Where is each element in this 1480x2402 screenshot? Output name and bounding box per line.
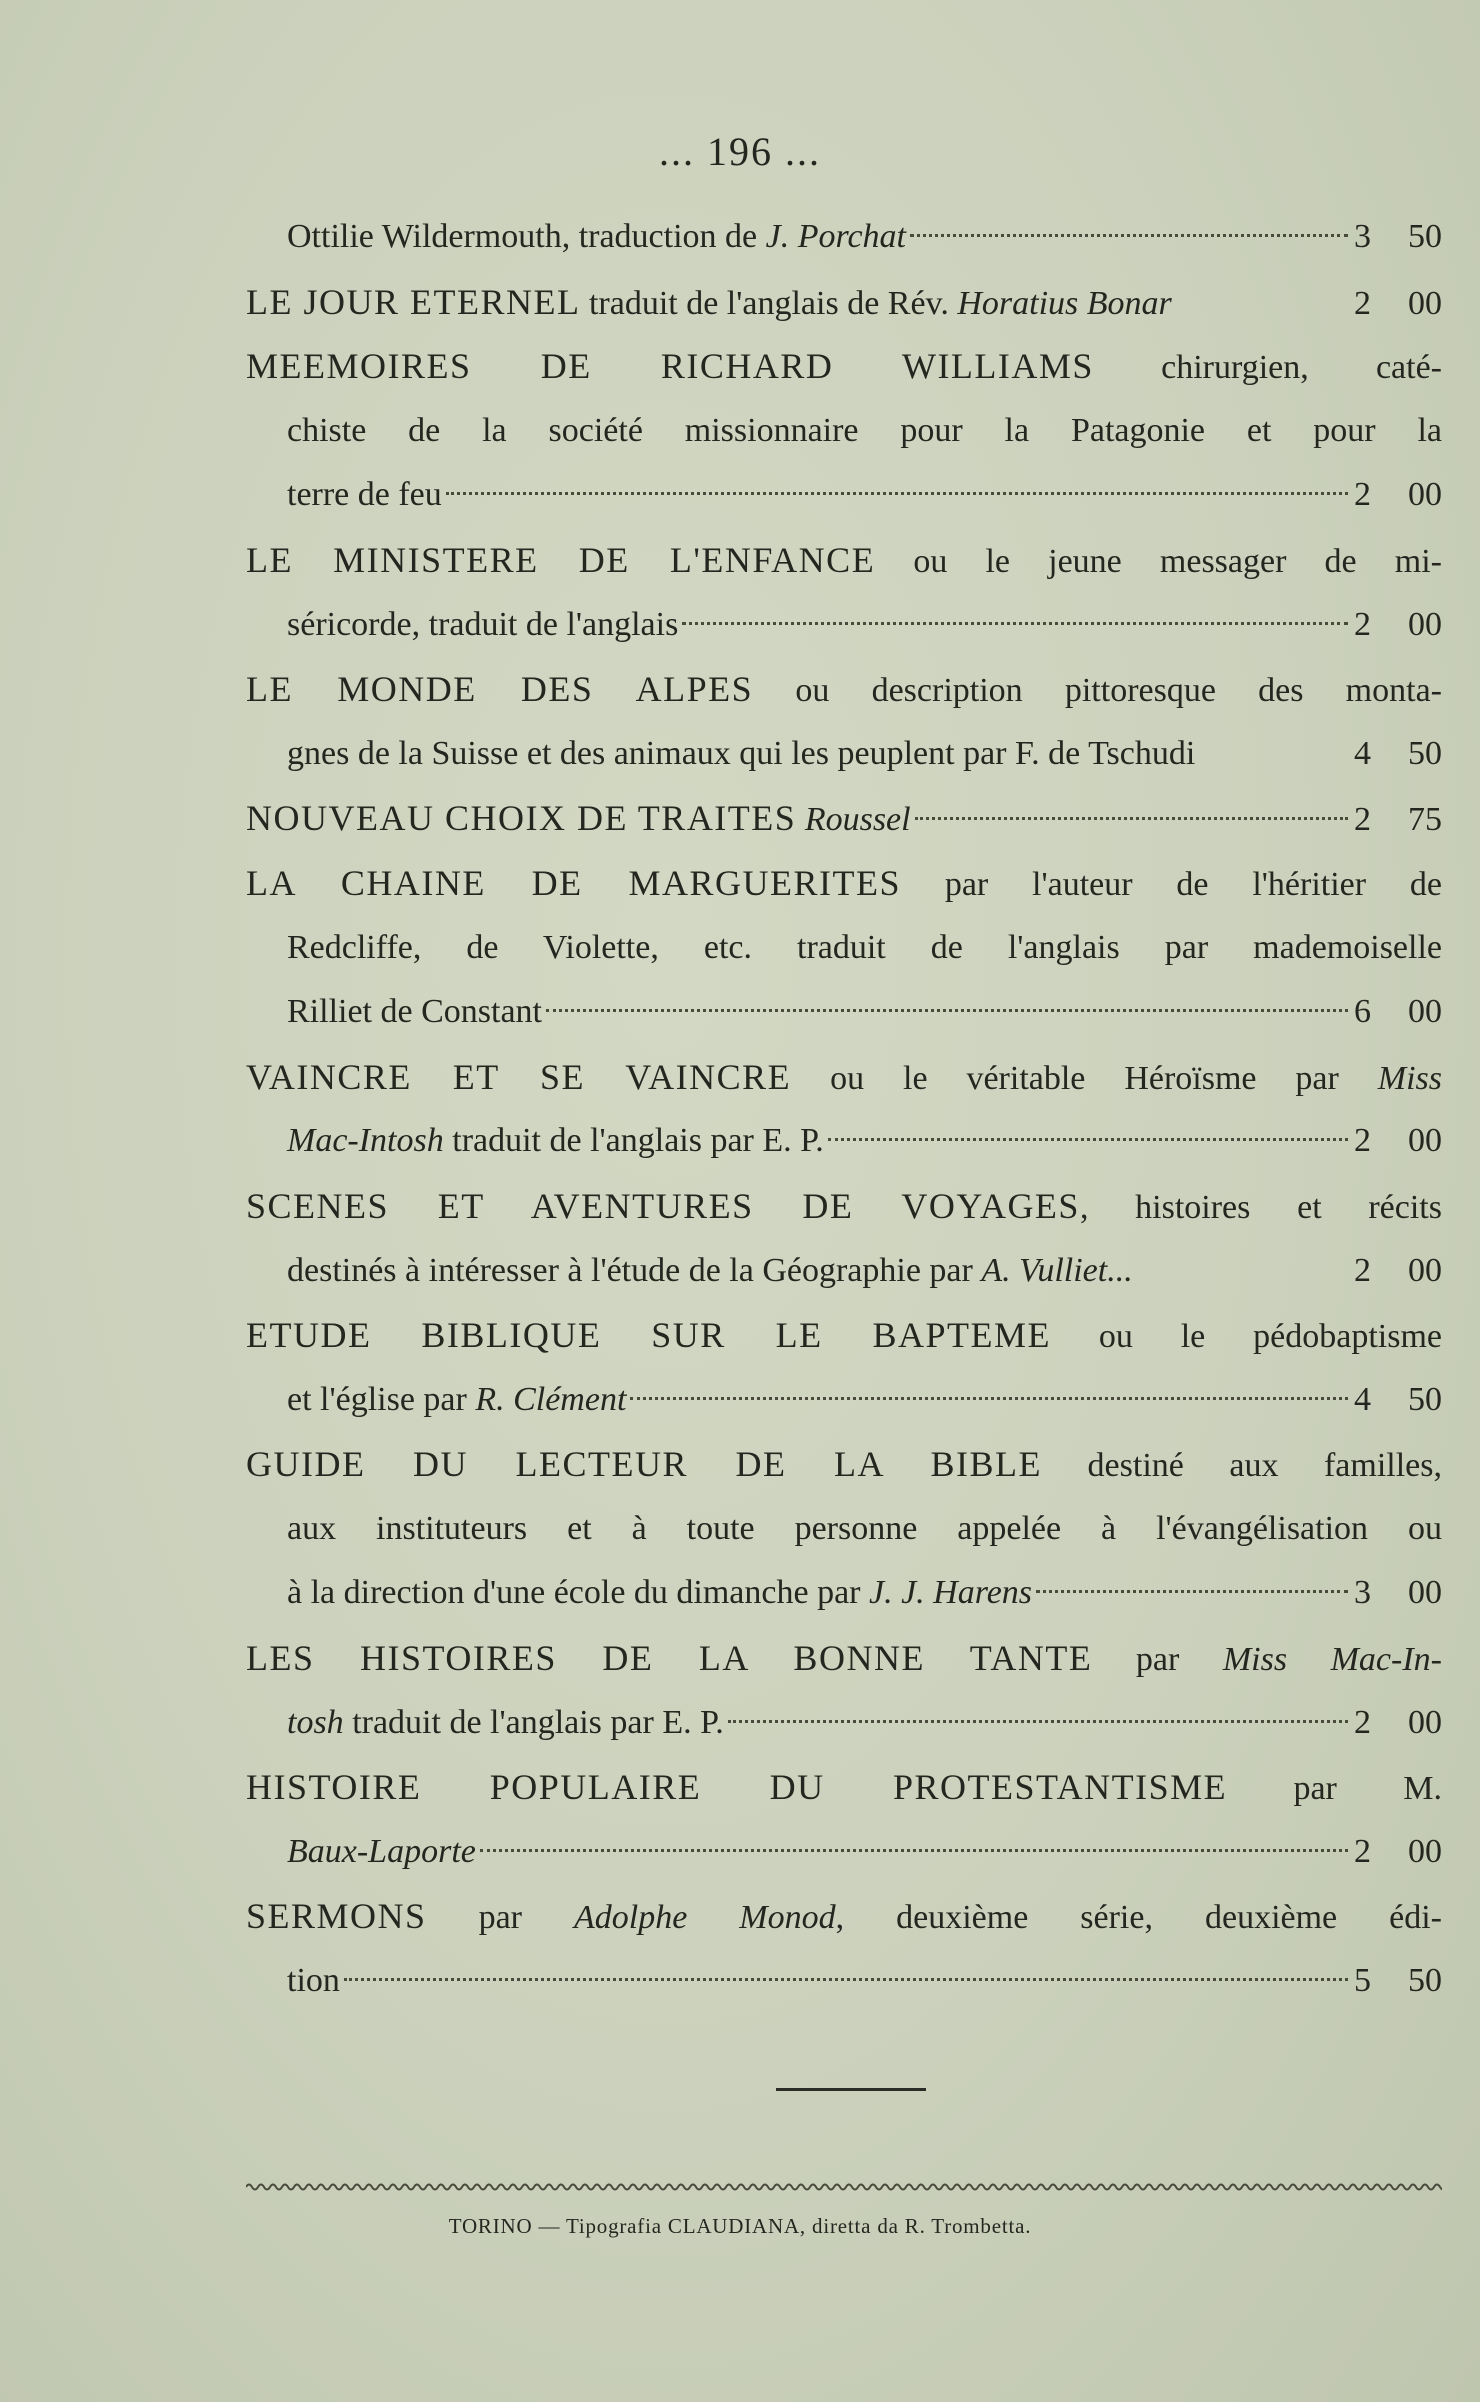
- page-number: ... 196 ...: [659, 129, 821, 174]
- entry-title: SCENES ET AVENTURES DE VOYAGES: [246, 1185, 1080, 1226]
- price-lire: 3: [1354, 218, 1371, 255]
- entry-description: traduit de l'anglais de Rév.: [580, 284, 958, 322]
- entry-line: [246, 786, 1442, 851]
- entry-author: R. Clément: [475, 1380, 627, 1418]
- dot-leader: [915, 790, 1348, 830]
- entry-line: [246, 1884, 1442, 1949]
- entry-title: VAINCRE ET SE VAINCRE: [246, 1056, 792, 1097]
- entry-description: ou le pédobaptisme: [1050, 1318, 1442, 1356]
- catalog-entry: [246, 657, 1442, 786]
- entry-description: , histoires et récits: [1079, 1188, 1442, 1226]
- entry-text: [287, 916, 1442, 981]
- dot-leader: [1036, 1563, 1348, 1603]
- price-centesimi: 00: [1408, 284, 1442, 322]
- entry-text: [246, 1884, 1442, 1951]
- entry-description: terre de feu: [287, 476, 442, 514]
- price-lire: 2: [1354, 1122, 1371, 1160]
- entry-line: [246, 980, 1442, 1045]
- entry-line: [246, 1174, 1442, 1239]
- price-lire: 2: [1354, 1703, 1371, 1741]
- entry-line: [246, 334, 1442, 399]
- entry-text: [246, 528, 1442, 595]
- entry-text: [287, 399, 1442, 464]
- price-lire: 2: [1354, 801, 1371, 839]
- entry-line: [246, 1820, 1442, 1885]
- price-lire: 6: [1354, 993, 1371, 1031]
- entry-description: par: [1092, 1641, 1223, 1679]
- entry-text: [287, 1239, 1133, 1304]
- entry-text: [246, 1174, 1442, 1241]
- entry-description: séricorde, traduit de l'anglais: [287, 605, 679, 643]
- price-centesimi: 00: [1408, 993, 1442, 1031]
- entry-title: MEEMOIRES DE RICHARD WILLIAMS: [246, 346, 1094, 387]
- entry-author: Mac-Intosh: [287, 1122, 444, 1160]
- entry-title: NOUVEAU CHOIX DE TRAITES: [246, 798, 797, 839]
- price: [1354, 1820, 1442, 1885]
- entry-description: ou le véritable Héroïsme par: [791, 1059, 1378, 1097]
- catalog-entry: [246, 1045, 1442, 1174]
- entry-line: [246, 593, 1442, 658]
- entry-description: destinés à intéresser à l'étude de la Géographie par: [287, 1251, 982, 1289]
- book-list: [246, 205, 1442, 2014]
- entry-title: LES HISTOIRES DE LA BONNE TANTE: [246, 1638, 1093, 1679]
- entry-line: [246, 1432, 1442, 1497]
- entry-line: [246, 399, 1442, 464]
- entry-line: [246, 1497, 1442, 1562]
- entry-text: [287, 1691, 724, 1756]
- entry-description: [796, 801, 805, 838]
- entry-title: LA CHAINE DE MARGUERITES: [246, 862, 901, 903]
- price: [1354, 1368, 1442, 1433]
- entry-description: aux instituteurs et à toute personne appelée à l'évangélisation ou: [287, 1509, 1442, 1547]
- entry-title: HISTOIRE POPULAIRE DU PROTESTANTISME: [246, 1767, 1228, 1808]
- price: [1354, 1949, 1442, 2014]
- entry-author: Miss: [1377, 1059, 1442, 1097]
- entry-description: gnes de la Suisse et des animaux qui les peuplent par F. de Tschudi: [287, 734, 1196, 772]
- ornamental-wavy-rule: [246, 2180, 1442, 2194]
- catalog-entry: [246, 1884, 1442, 2013]
- entry-line: [246, 205, 1442, 270]
- entry-description: , deuxième série, deuxième édi-: [835, 1899, 1442, 1937]
- entry-line: [246, 528, 1442, 593]
- entry-line: [246, 1045, 1442, 1110]
- entry-description: Ottilie Wildermouth, traduction de: [287, 218, 766, 255]
- entry-author: Miss Mac-In-: [1222, 1641, 1442, 1679]
- entry-line: [246, 1368, 1442, 1433]
- price-centesimi: 50: [1408, 218, 1442, 255]
- entry-author: tosh: [287, 1703, 344, 1741]
- dot-leader: [546, 982, 1348, 1022]
- entry-title: GUIDE DU LECTEUR DE LA BIBLE: [246, 1444, 1043, 1485]
- entry-author: Horatius Bonar: [957, 284, 1172, 322]
- dot-leader: [480, 1822, 1348, 1862]
- entry-line: [246, 1755, 1442, 1820]
- price: [1354, 1561, 1442, 1626]
- price-centesimi: 50: [1408, 1962, 1442, 2000]
- price: [1354, 1691, 1442, 1756]
- price: [1354, 1109, 1442, 1174]
- price-centesimi: 00: [1408, 1574, 1442, 1612]
- entry-description: par: [426, 1899, 574, 1937]
- price: [1354, 788, 1442, 853]
- entry-text: [246, 851, 1442, 918]
- entry-title: LE JOUR ETERNEL: [246, 281, 581, 322]
- entry-description: et l'église par: [287, 1380, 476, 1418]
- entry-text: [287, 1497, 1442, 1562]
- price-lire: 2: [1354, 605, 1371, 643]
- entry-text: [246, 786, 911, 853]
- entry-description: chiste de la société missionnaire pour la Patagonie et pour la: [287, 411, 1442, 449]
- entry-text: [287, 1561, 1032, 1626]
- price: [1354, 463, 1442, 528]
- dot-leader: [728, 1693, 1348, 1733]
- entry-line: [246, 1691, 1442, 1756]
- entry-line: [246, 270, 1442, 335]
- entry-line: [246, 657, 1442, 722]
- entry-title: ETUDE BIBLIQUE SUR LE BAPTEME: [246, 1315, 1051, 1356]
- catalog-entry: [246, 334, 1442, 528]
- price: [1354, 272, 1442, 337]
- entry-line: [246, 1303, 1442, 1368]
- price: [1354, 722, 1442, 787]
- entry-title: SERMONS: [246, 1896, 427, 1937]
- entry-text: [287, 1949, 340, 2014]
- entry-line: [246, 851, 1442, 916]
- price-centesimi: 00: [1408, 476, 1442, 514]
- entry-text: [287, 980, 542, 1045]
- catalog-entry: [246, 1174, 1442, 1303]
- price-centesimi: 75: [1408, 801, 1442, 839]
- entry-text: [287, 1820, 476, 1885]
- price: [1354, 980, 1442, 1045]
- catalog-entry: [246, 270, 1442, 335]
- entry-text: [287, 722, 1195, 787]
- entry-text: [287, 463, 442, 528]
- price-centesimi: 00: [1408, 1832, 1442, 1870]
- printer-imprint: TORINO — Tipografia CLAUDIANA, diretta da R. Trombetta.: [448, 2214, 1032, 2238]
- entry-line: [246, 1239, 1442, 1304]
- price-centesimi: 00: [1408, 1122, 1442, 1160]
- price-centesimi: 00: [1408, 1251, 1442, 1289]
- entry-description: à la direction d'une école du dimanche par: [287, 1574, 869, 1612]
- dot-leader: [682, 595, 1348, 635]
- entry-text: [287, 205, 906, 270]
- entry-description: ou le jeune messager de mi-: [875, 542, 1442, 580]
- price-centesimi: 00: [1408, 1703, 1442, 1741]
- entry-description: destiné aux familles,: [1042, 1447, 1443, 1485]
- price-centesimi: 50: [1408, 734, 1442, 772]
- price-lire: 2: [1354, 284, 1371, 322]
- entry-line: [246, 1626, 1442, 1691]
- dot-leader: [630, 1370, 1348, 1410]
- entry-line: [246, 1561, 1442, 1626]
- entry-line: [246, 1109, 1442, 1174]
- entry-text: [246, 1755, 1442, 1822]
- entry-author: Adolphe Monod: [573, 1899, 836, 1937]
- entry-text: [246, 334, 1442, 401]
- price-lire: 4: [1354, 734, 1371, 772]
- catalog-entry: [246, 851, 1442, 1045]
- dot-leader: [446, 465, 1348, 505]
- entry-description: traduit de l'anglais par E. P.: [443, 1122, 824, 1160]
- price-lire: 2: [1354, 476, 1371, 514]
- entry-title: LE MINISTERE DE L'ENFANCE: [246, 539, 876, 580]
- dot-leader: [344, 1951, 1348, 1991]
- catalog-entry: [246, 1755, 1442, 1884]
- catalog-entry: [246, 786, 1442, 851]
- entry-text: [246, 1303, 1442, 1370]
- entry-line: [246, 1949, 1442, 2014]
- catalog-entry: [246, 1626, 1442, 1755]
- price-centesimi: 50: [1408, 1380, 1442, 1418]
- entry-description: ou description pittoresque des monta-: [753, 672, 1442, 710]
- entry-description: Rilliet de Constant: [287, 993, 542, 1031]
- price-lire: 2: [1354, 1832, 1371, 1870]
- dot-leader: [910, 207, 1348, 247]
- entry-text: [246, 1045, 1442, 1112]
- price: [1354, 593, 1442, 658]
- entry-line: [246, 463, 1442, 528]
- entry-description: par M.: [1227, 1770, 1442, 1808]
- price-lire: 2: [1354, 1251, 1371, 1289]
- entry-text: [287, 1368, 626, 1433]
- closing-rule: [776, 2088, 926, 2091]
- entry-author: A. Vulliet...: [981, 1251, 1133, 1289]
- price-lire: 3: [1354, 1574, 1371, 1612]
- catalog-entry: [246, 205, 1442, 270]
- entry-text: [246, 270, 1172, 337]
- entry-text: [287, 1109, 824, 1174]
- catalog-entry: [246, 528, 1442, 657]
- price: [1354, 1239, 1442, 1304]
- entry-line: [246, 722, 1442, 787]
- entry-description: traduit de l'anglais par E. P.: [343, 1703, 724, 1741]
- entry-description: chirurgien, caté-: [1093, 349, 1442, 387]
- catalog-entry: [246, 1432, 1442, 1626]
- entry-text: [246, 1432, 1442, 1499]
- entry-title: LE MONDE DES ALPES: [246, 669, 754, 710]
- entry-text: [246, 1626, 1442, 1693]
- entry-description: par l'auteur de l'héritier de: [900, 865, 1442, 903]
- entry-author: Roussel: [804, 801, 911, 839]
- price-centesimi: 00: [1408, 605, 1442, 643]
- dot-leader: [828, 1111, 1348, 1151]
- entry-description: tion: [287, 1962, 340, 2000]
- entry-author: Baux-Laporte: [287, 1832, 476, 1870]
- price-lire: 5: [1354, 1962, 1371, 2000]
- entry-text: [246, 657, 1442, 724]
- entry-author: J. J. Harens: [868, 1574, 1033, 1612]
- catalog-entry: [246, 1303, 1442, 1432]
- price-lire: 4: [1354, 1380, 1371, 1418]
- entry-line: [246, 916, 1442, 981]
- price: [1354, 205, 1442, 270]
- entry-author: J. Porchat: [765, 218, 906, 255]
- entry-text: [287, 593, 678, 658]
- entry-description: Redcliffe, de Violette, etc. traduit de l'anglais par mademoiselle: [287, 928, 1442, 966]
